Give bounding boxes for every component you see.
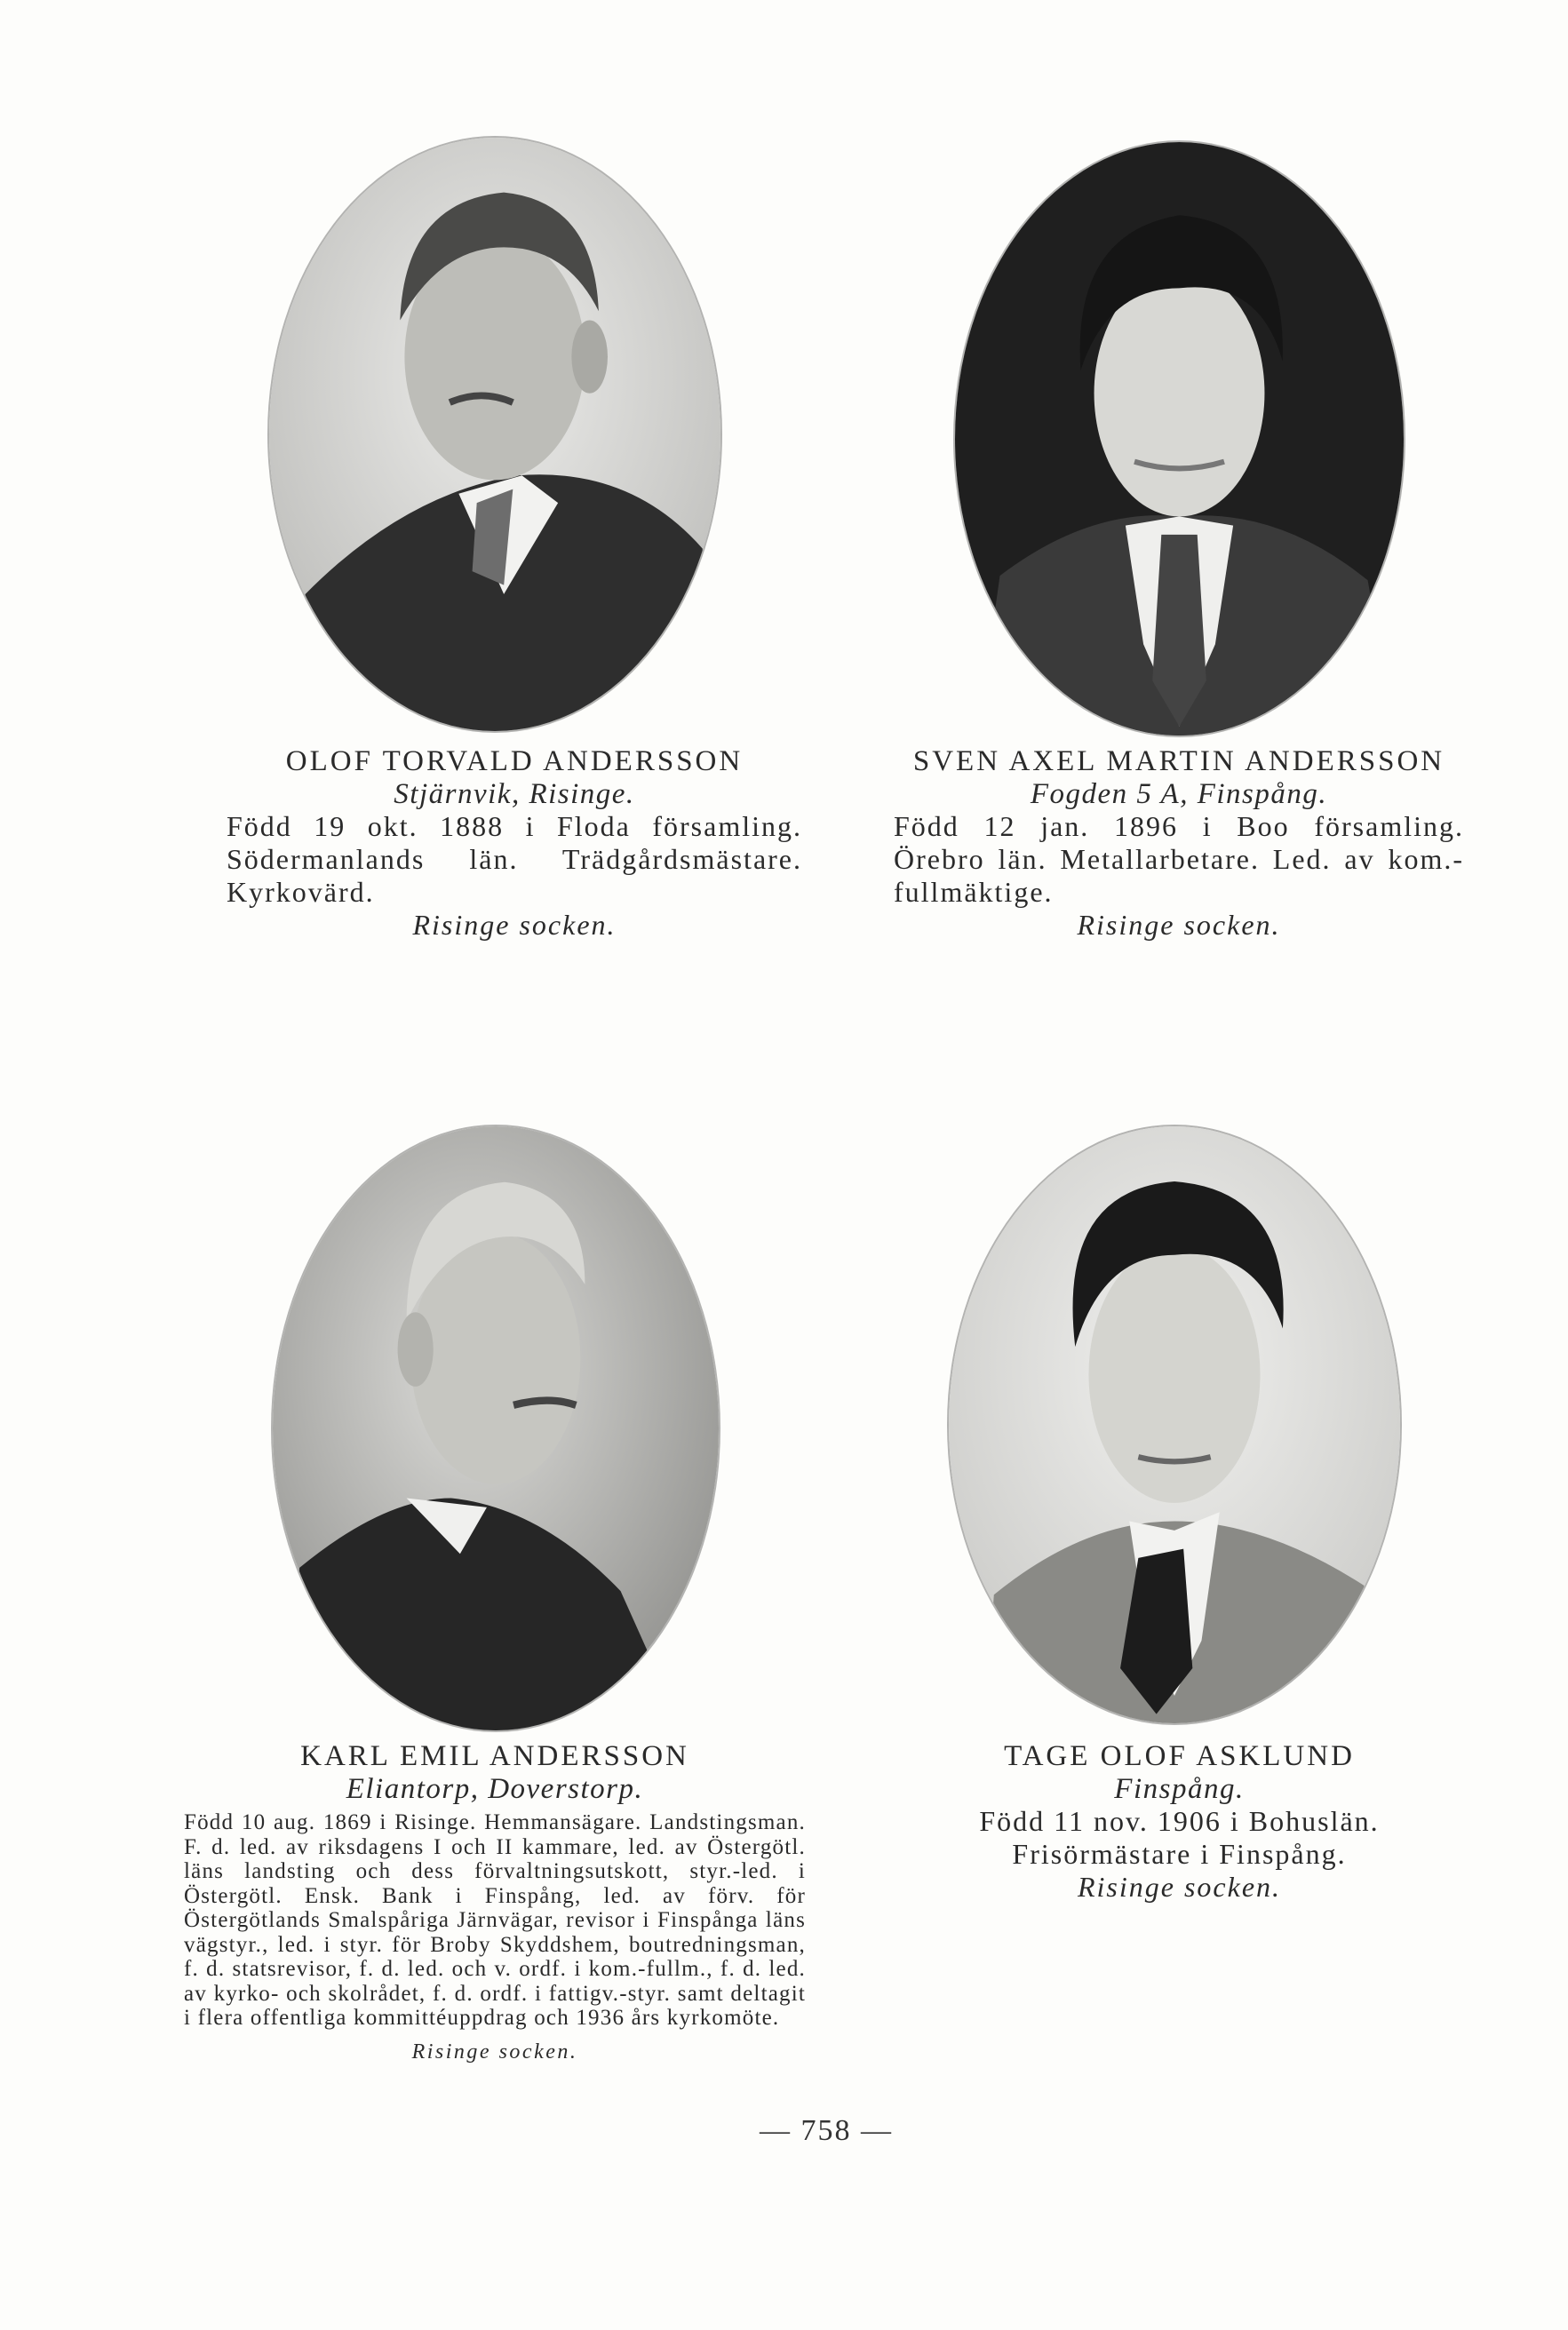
parish-label: Risinge socken. [412,909,617,941]
person-biography: Född 19 okt. 1888 i Floda församling. Södermanlands län. Trädgårdsmästare. Kyrkovärd. [227,810,802,908]
person-name: TAGE OLOF ASKLUND [1004,1740,1355,1772]
person-name: OLOF TORVALD ANDERSSON [285,745,744,777]
person-residence: Eliantorp, Doverstorp. [346,1773,644,1805]
parish-label: Risinge socken. [1077,909,1281,941]
parish-label: Risinge socken. [411,2040,578,2064]
person-name: SVEN AXEL MARTIN ANDERSSON [912,745,1445,777]
person-residence: Fogden 5 A, Finspång. [1030,778,1328,810]
person-biography: Född 12 jan. 1896 i Boo församling. Örebro län. Metallarbetare. Led. av kom.-fullmäktige. [894,810,1464,908]
person-name: KARL EMIL ANDERSSON [300,1740,689,1772]
portrait-tage-olof-asklund [949,1126,1400,1723]
portrait-karl-emil-andersson [273,1126,719,1730]
portrait-olof-torvald-andersson [269,138,720,731]
person-residence: Finspång. [1114,1773,1245,1805]
entry-sven-axel-martin-andersson [894,744,1464,942]
portrait-sven-axel-martin-andersson [955,142,1404,736]
entry-karl-emil-andersson [184,1739,806,2069]
person-biography: Född 11 nov. 1906 i Bohuslän. Frisörmästare i Finspång. [979,1805,1380,1870]
parish-label: Risinge socken. [1077,1871,1282,1903]
entry-tage-olof-asklund [924,1739,1435,1904]
page-number: — 758 — [760,2114,893,2147]
person-biography: Född 10 aug. 1869 i Risinge. Hemmansägare. Landstingsman. F. d. led. av riksdagens I och II kammare, led. av Östergötl. läns landsting och dess förvaltningsutskott, styr.-led. i Östergötl. Ensk. Bank i Finspång, led. av förv. för Östergötlands Smalspåriga Järnvägar, revisor i Finspånga läns vägstyr., led. i styr. för Broby Skyddshem, boutredningsman, f. d. statsrevisor, f. d. led. och v. ordf. i kom.-fullm., f. d. led. av kyrko- och skolrådet, f. d. ordf. i fattigv.-styr. samt deltagit i flera offentliga kommittéuppdrag och 1936 års kyrkomöte. [184,1810,806,2030]
entry-olof-torvald-andersson [227,744,802,942]
person-residence: Stjärnvik, Risinge. [394,778,635,810]
